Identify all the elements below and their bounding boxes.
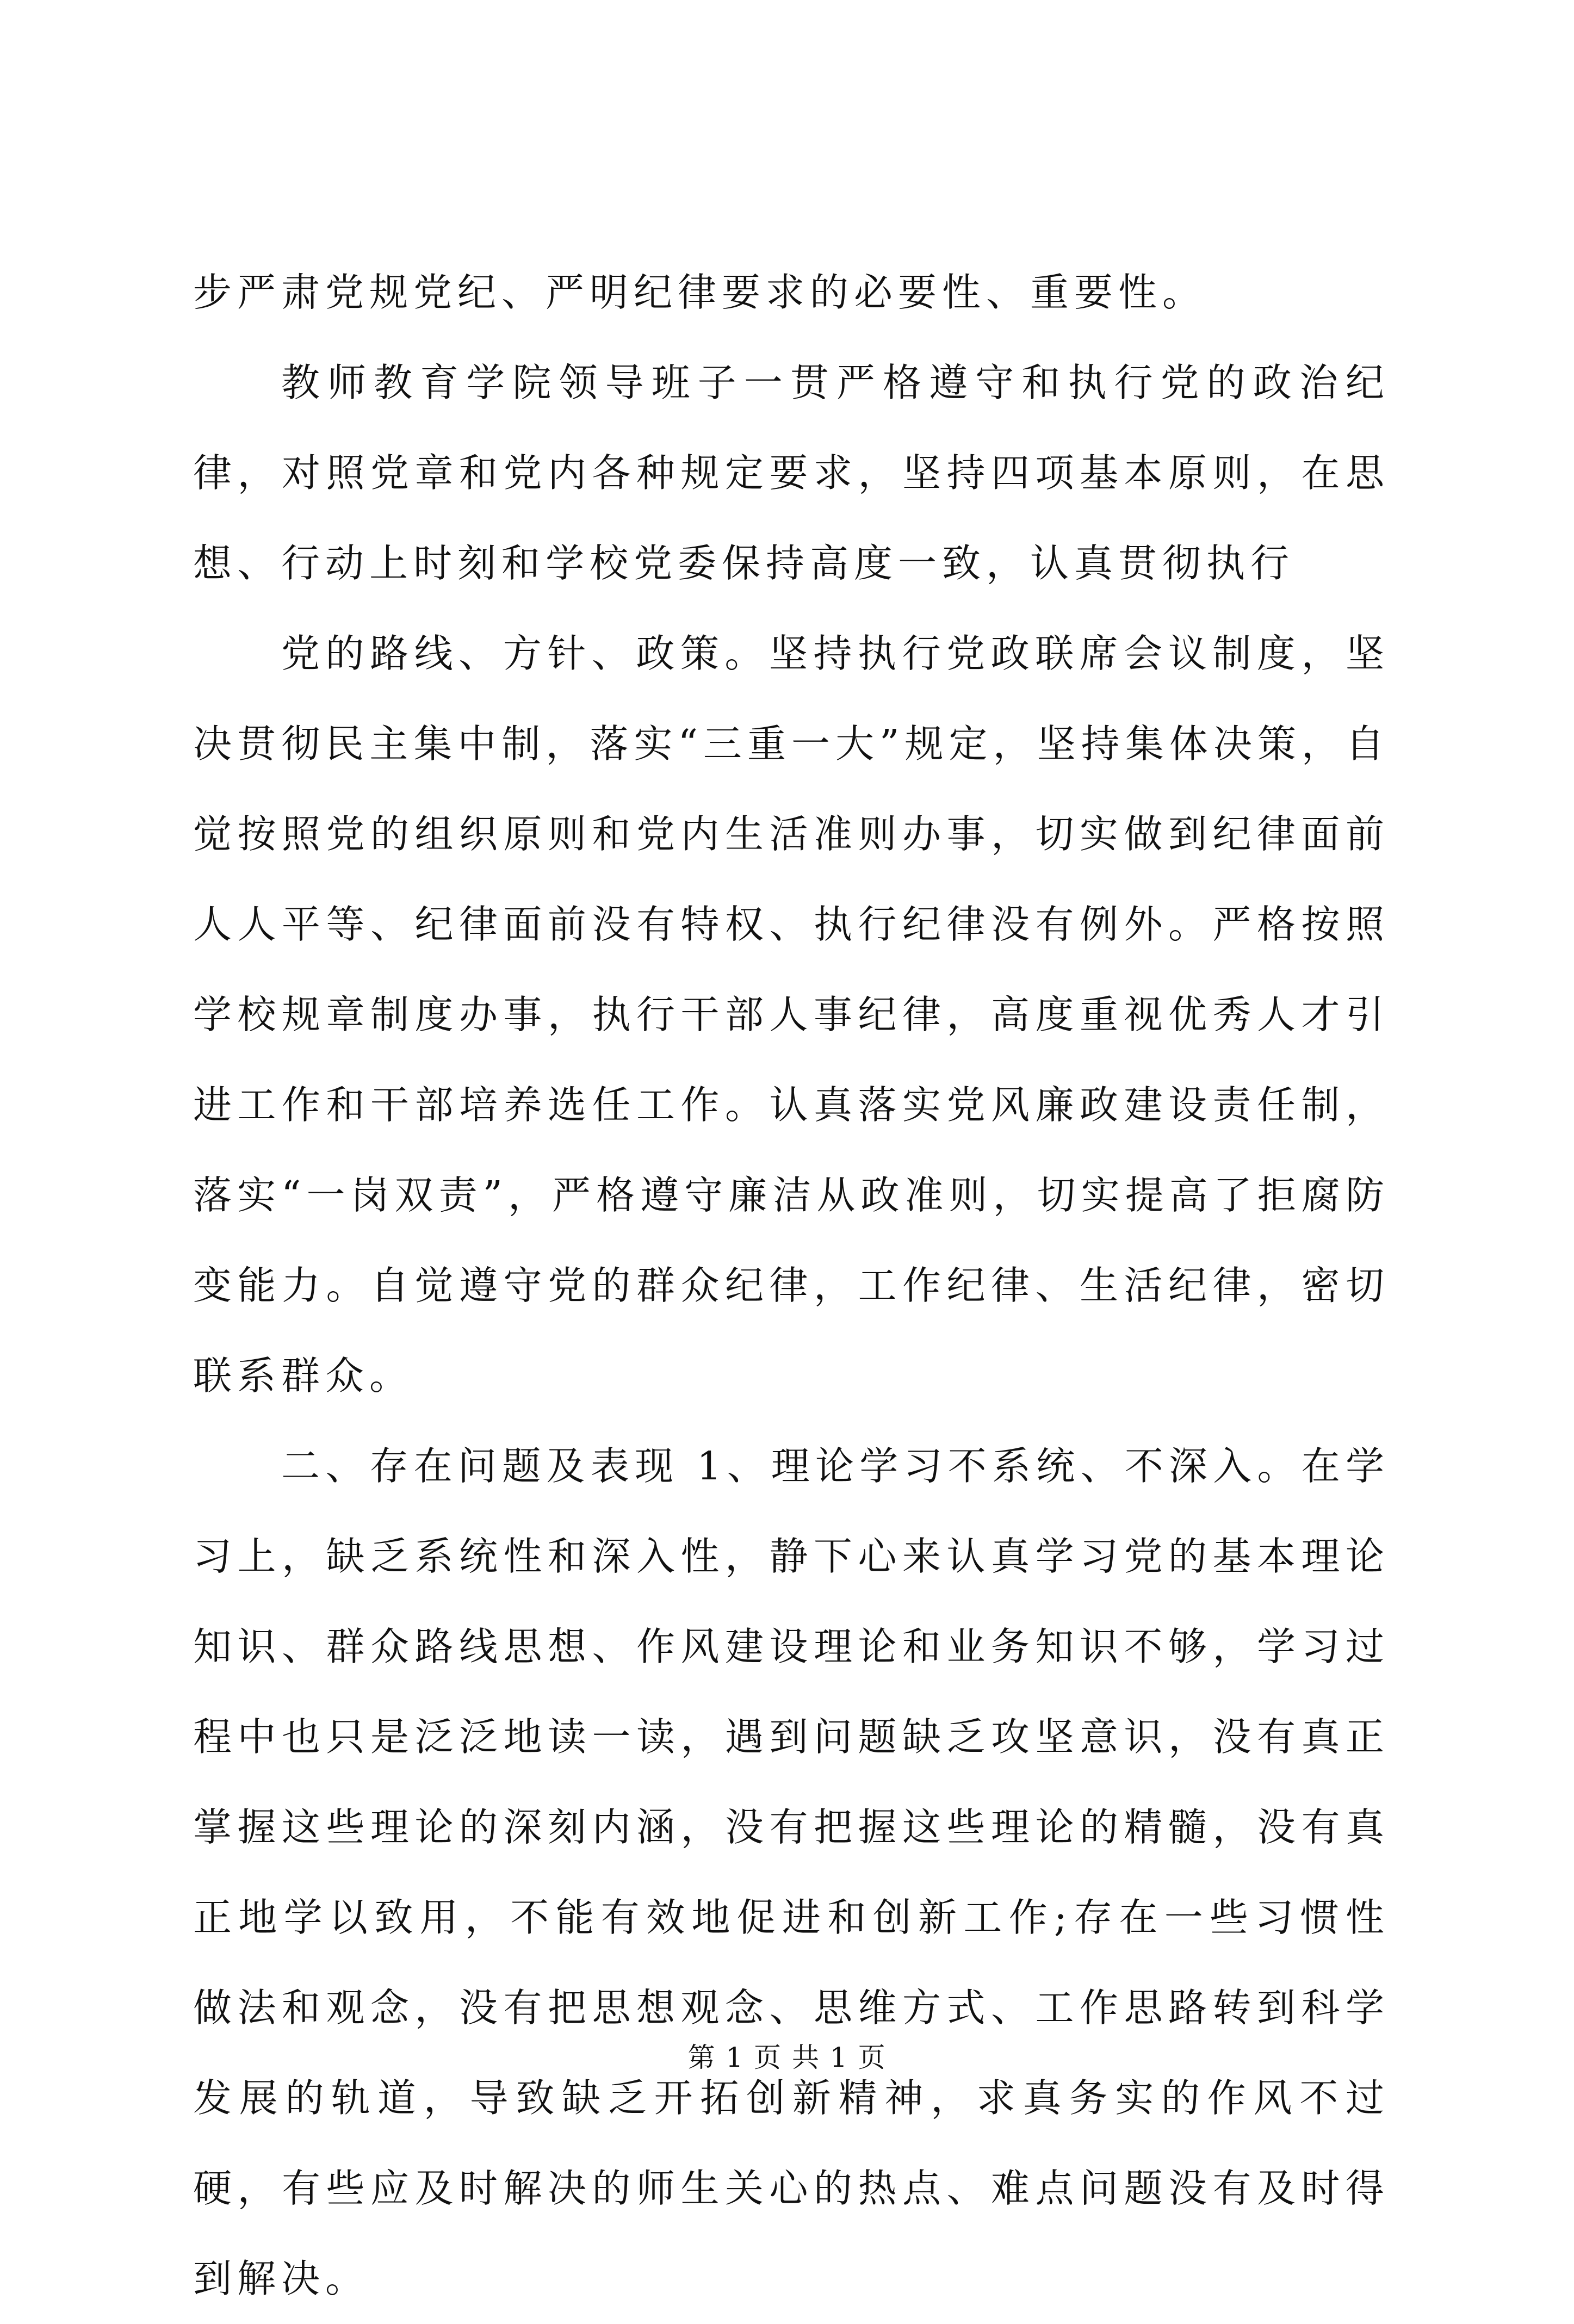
paragraph-continuation: 步严肃党规党纪、严明纪律要求的必要性、重要性。 xyxy=(193,270,1207,315)
page-footer xyxy=(0,2038,1574,2077)
paragraph-party-line: 党的路线、方针、政策。坚持执行党政联席会议制度，坚决贯彻民主集中制，落实“三重一大”规定，坚持集体决策，自觉按照党的组织原则和党内生活准则办事，切实做到纪律面前人人平等、纪律面前没有特权、执行纪律没有例外。严格按照学校规章制度办事，执行干部人事纪律，高度重视优秀人才引进工作和干部培养选任工作。认真落实党风廉政建设责任制，落实“一岗双责”，严格遵守廉洁从政准则，切实提高了拒腐防变能力。自觉遵守党的群众纪律，工作纪律、生活纪律，密切联系群众。 xyxy=(193,631,1390,1398)
page-number-label: 第 1 页 共 1 页 xyxy=(687,2042,887,2073)
paragraph-problems: 二、存在问题及表现 1、理论学习不系统、不深入。在学习上，缺乏系统性和深入性，静下心来认真学习党的基本理论知识、群众路线思想、作风建设理论和业务知识不够，学习过程中也只是泛泛地读一读，遇到问题缺乏攻坚意识，没有真正掌握这些理论的深刻内涵，没有把握这些理论的精髓，没有真正地学以致用，不能有效地促进和创新工作;存在一些习惯性做法和观念，没有把思想观念、思维方式、工作思路转到科学发展的轨道，导致缺乏开拓创新精神，求真务实的作风不过硬，有些应及时解决的师生关心的热点、难点问题没有及时得到解决。 xyxy=(193,1443,1390,2301)
paragraph-political-discipline: 教师教育学院领导班子一贯严格遵守和执行党的政治纪律，对照党章和党内各种规定要求，坚持四项基本原则，在思想、行动上时刻和学校党委保持高度一致，认真贯彻执行 xyxy=(193,360,1390,586)
document-body xyxy=(193,247,1390,2324)
